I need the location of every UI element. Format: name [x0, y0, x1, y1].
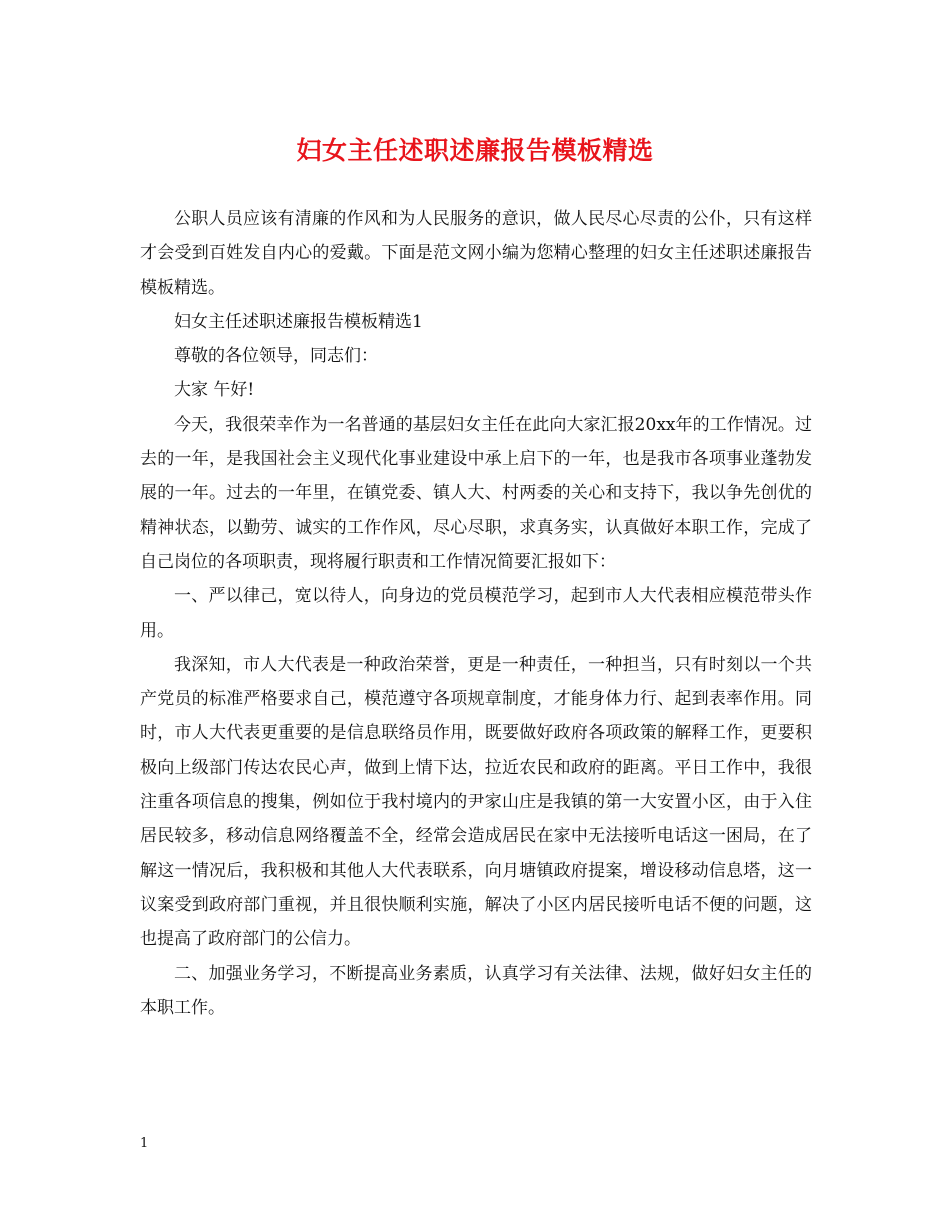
paragraph-salutation: 尊敬的各位领导，同志们： — [174, 346, 378, 367]
paragraph-point-one-detail: 我深知，市人大代表是一种政治荣誉，更是一种责任，一种担当，只有时刻以一个共产党员的标准严格要求自己，模范遵守各项规章制度，才能身体力行、起到表率作用。同时，市人大代表更重要的是信息联络员作用，既要做好政府各项政策的解释工作，更要积极向上级部门传达农民心声，做到上情下达，拉近农民和政府的距离。平日工作中，我很注重各项信息的搜集，例如位于我村境内的尹家山庄是我镇的第一大安置小区，由于入住居民较多，移动信息网络覆盖不全，经常会造成居民在家中无法接听电话这一困局，在了解这一情况后，我积极和其他人大代表联系，向月塘镇政府提案，增设移动信息塔，这一议案受到政府部门重视，并且很快顺利实施，解决了小区内居民接听电话不便的问题，这也提高了政府部门的公信力。 — [140, 654, 812, 950]
paragraph-greeting: 大家 午好! — [174, 380, 255, 401]
paragraph-intro: 公职人员应该有清廉的作风和为人民服务的意识，做人民尽心尽责的公仆，只有这样才会受到百姓发自内心的爱戴。下面是范文网小编为您精心整理的妇女主任述职述廉报告模板精选。 — [140, 209, 812, 298]
document-title: 妇女主任述职述廉报告模板精选 — [296, 136, 654, 165]
paragraph-point-one: 一、严以律己，宽以待人，向身边的党员模范学习，起到市人大代表相应模范带头作用。 — [140, 586, 812, 641]
paragraph-section-heading: 妇女主任述职述廉报告模板精选1 — [174, 311, 423, 332]
paragraph-point-two: 二、加强业务学习，不断提高业务素质，认真学习有关法律、法规，做好妇女主任的本职工作。 — [140, 963, 812, 1018]
document-body — [140, 202, 812, 1025]
paragraph-report-summary: 今天，我很荣幸作为一名普通的基层妇女主任在此向大家汇报20xx年的工作情况。过去的一年，是我国社会主义现代化事业建设中承上启下的一年，也是我市各项事业蓬勃发展的一年。过去的一年里，在镇党委、镇人大、村两委的关心和支持下，我以争先创优的精神状态，以勤劳、诚实的工作作风，尽心尽职，求真务实，认真做好本职工作，完成了自己岗位的各项职责，现将履行职责和工作情况简要汇报如下： — [140, 414, 812, 572]
page-number: 1 — [140, 1136, 149, 1151]
